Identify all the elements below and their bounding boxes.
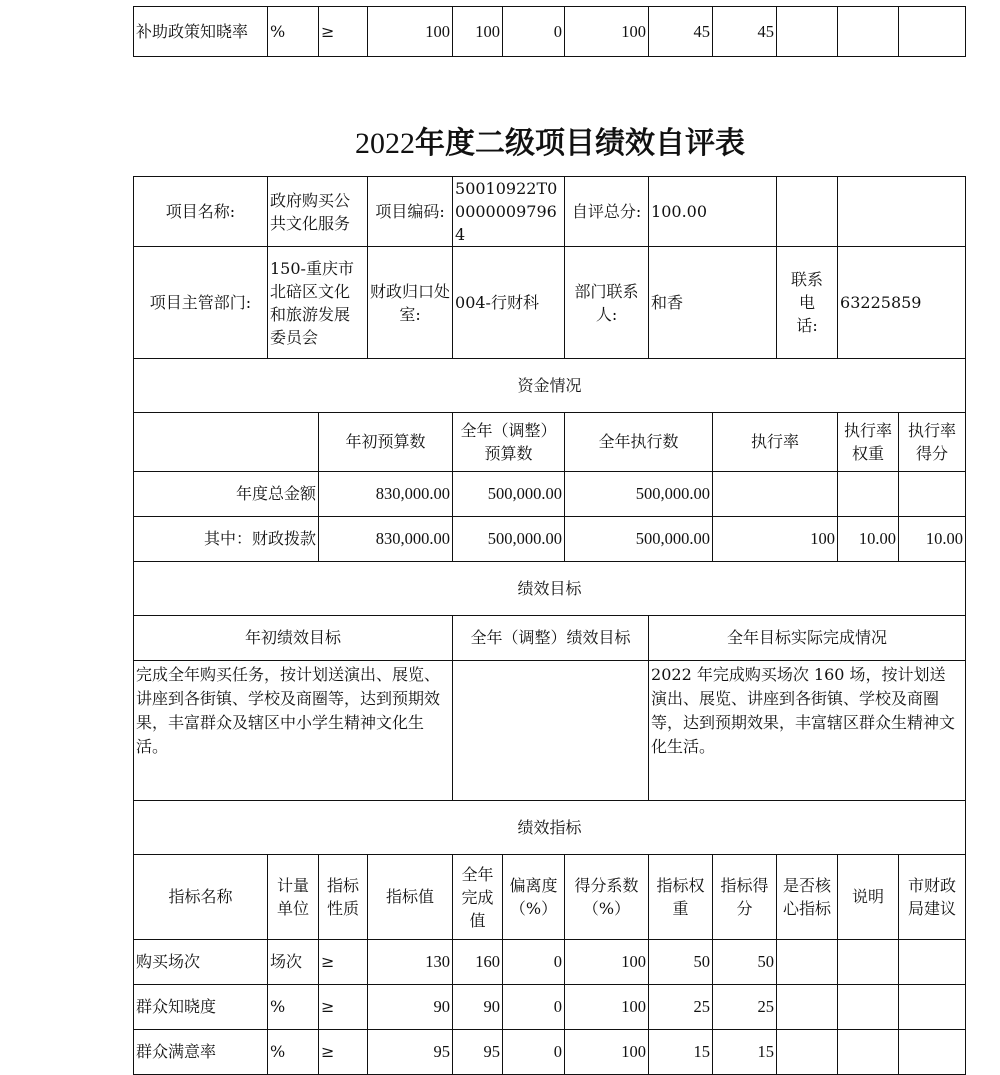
indicator-core [777,940,838,985]
table-row [134,616,966,661]
goals-header-initial: 年初绩效目标 [134,616,453,661]
table-row [134,413,966,472]
ind-header-deviation: 偏离度（%） [503,855,565,940]
indicator-advice [899,7,966,57]
contact-name: 和香 [649,247,777,359]
table-row [134,661,966,801]
funds-header-score: 执行率得分 [899,413,966,472]
indicator-advice [899,985,966,1030]
indicator-target: 100 [368,7,453,57]
table-row [134,7,966,57]
evaluation-table [133,176,966,1075]
funds-header-weight: 执行率权重 [838,413,899,472]
finance-dept: 004-行财科 [453,247,565,359]
indicator-target: 130 [368,940,453,985]
goals-initial-text: 完成全年购买任务，按计划送演出、展览、讲座到各街镇、学校及商圈等，达到预期效果，丰富群众及辖区中小学生精神文化生活。 [134,661,453,801]
ind-header-unit: 计量单位 [268,855,319,940]
funds-header-adjusted: 全年（调整）预算数 [453,413,565,472]
project-name-label: 项目名称: [134,177,268,247]
indicator-unit: 场次 [268,940,319,985]
goals-header-adjusted: 全年（调整）绩效目标 [453,616,649,661]
project-code: 50010922T000000097964 [453,177,565,247]
dept-name: 150-重庆市北碚区文化和旅游发展委员会 [268,247,368,359]
funds-executed: 500,000.00 [565,472,713,517]
indicator-core [777,1030,838,1075]
funds-section-title: 资金情况 [134,359,966,413]
indicator-unit: % [268,1030,319,1075]
indicator-deviation: 0 [503,7,565,57]
indicator-nature: ≥ [319,940,368,985]
phone-number: 63225859 [838,247,966,359]
page-title [0,118,1000,162]
indicator-name: 补助政策知晓率 [134,7,268,57]
funds-adjusted: 500,000.00 [453,517,565,562]
indicator-coef: 100 [565,1030,649,1075]
empty-cell [777,177,838,247]
table-row [134,472,966,517]
indicator-note [838,985,899,1030]
finance-label: 财政归口处室: [368,247,453,359]
ind-header-score: 指标得分 [713,855,777,940]
indicator-deviation: 0 [503,985,565,1030]
goals-adjusted-text [453,661,649,801]
indicator-actual: 160 [453,940,503,985]
indicator-unit: % [268,985,319,1030]
indicator-coef: 100 [565,7,649,57]
funds-adjusted: 500,000.00 [453,472,565,517]
indicator-advice [899,940,966,985]
dept-label: 项目主管部门: [134,247,268,359]
indicator-note [838,940,899,985]
indicator-nature: ≥ [319,1030,368,1075]
indicator-deviation: 0 [503,1030,565,1075]
phone-label: 联系电话: [777,247,838,359]
funds-score [899,472,966,517]
funds-rate [713,472,838,517]
table-row [134,855,966,940]
table-row [134,940,966,985]
indicator-coef: 100 [565,985,649,1030]
self-score: 100.00 [649,177,777,247]
ind-header-name: 指标名称 [134,855,268,940]
ind-header-target: 指标值 [368,855,453,940]
indicator-actual: 90 [453,985,503,1030]
ind-header-actual: 全年完成值 [453,855,503,940]
goals-actual-text: 2022 年完成购买场次 160 场，按计划送演出、展览、讲座到各街镇、学校及商圈等，达到预期效果，丰富辖区群众生精神文化生活。 [649,661,966,801]
previous-indicator-table [133,6,966,57]
indicator-actual: 95 [453,1030,503,1075]
indicator-nature: ≥ [319,7,368,57]
indicator-name: 群众知晓度 [134,985,268,1030]
funds-header-rate: 执行率 [713,413,838,472]
indicator-note [838,7,899,57]
contact-label: 部门联系人: [565,247,649,359]
ind-header-advice: 市财政局建议 [899,855,966,940]
indicator-weight: 45 [649,7,713,57]
table-row [134,177,966,247]
table-row [134,517,966,562]
empty-cell [134,413,319,472]
indicator-name: 购买场次 [134,940,268,985]
indicator-actual: 100 [453,7,503,57]
table-row [134,562,966,616]
indicator-unit: % [268,7,319,57]
title-text: 年度二级项目绩效自评表 [415,126,745,161]
funds-row-label: 年度总金额 [134,472,319,517]
funds-header-executed: 全年执行数 [565,413,713,472]
indicators-section-title: 绩效指标 [134,801,966,855]
project-name: 政府购买公共文化服务 [268,177,368,247]
indicator-target: 90 [368,985,453,1030]
goals-section-title: 绩效目标 [134,562,966,616]
indicator-core [777,7,838,57]
funds-weight: 10.00 [838,517,899,562]
ind-header-note: 说明 [838,855,899,940]
table-row [134,985,966,1030]
indicator-weight: 50 [649,940,713,985]
ind-header-core: 是否核心指标 [777,855,838,940]
indicator-advice [899,1030,966,1075]
goals-header-actual: 全年目标实际完成情况 [649,616,966,661]
indicator-name: 群众满意率 [134,1030,268,1075]
funds-budget: 830,000.00 [319,517,453,562]
indicator-core [777,985,838,1030]
indicator-score: 50 [713,940,777,985]
indicator-score: 25 [713,985,777,1030]
indicator-nature: ≥ [319,985,368,1030]
indicator-score: 45 [713,7,777,57]
funds-score: 10.00 [899,517,966,562]
indicator-weight: 15 [649,1030,713,1075]
table-row [134,801,966,855]
table-row [134,247,966,359]
project-code-label: 项目编码: [368,177,453,247]
ind-header-coef: 得分系数（%） [565,855,649,940]
funds-rate: 100 [713,517,838,562]
funds-row-label: 其中：财政拨款 [134,517,319,562]
ind-header-weight: 指标权重 [649,855,713,940]
funds-executed: 500,000.00 [565,517,713,562]
table-row [134,359,966,413]
indicator-target: 95 [368,1030,453,1075]
funds-budget: 830,000.00 [319,472,453,517]
self-score-label: 自评总分: [565,177,649,247]
empty-cell [838,177,966,247]
title-year: 2022 [355,127,415,160]
table-row [134,1030,966,1075]
funds-weight [838,472,899,517]
ind-header-nature: 指标性质 [319,855,368,940]
indicator-weight: 25 [649,985,713,1030]
indicator-note [838,1030,899,1075]
indicator-deviation: 0 [503,940,565,985]
indicator-score: 15 [713,1030,777,1075]
indicator-coef: 100 [565,940,649,985]
funds-header-budget: 年初预算数 [319,413,453,472]
